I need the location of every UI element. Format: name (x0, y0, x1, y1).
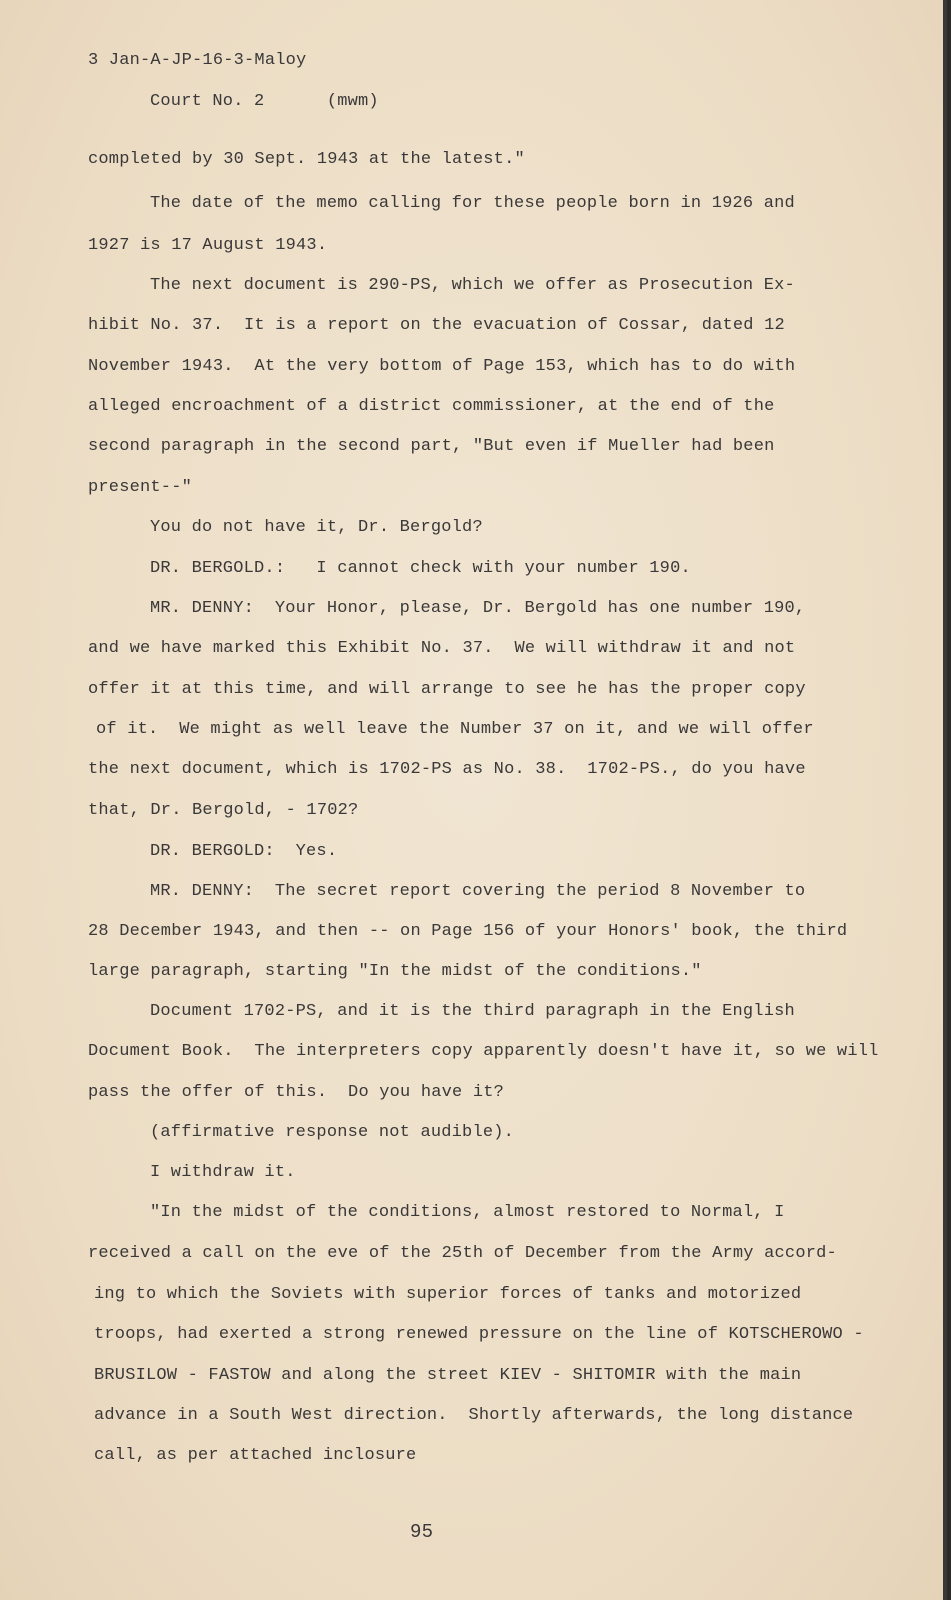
text-line: alleged encroachment of a district commissioner, at the end of the (88, 397, 775, 416)
text-line: of it. We might as well leave the Number 37 on it, and we will offer (96, 720, 814, 739)
text-line: troops, had exerted a strong renewed pressure on the line of KOTSCHEROWO - (94, 1325, 864, 1344)
text-line: I withdraw it. (150, 1163, 296, 1182)
text-line: the next document, which is 1702-PS as No. 38. 1702-PS., do you have (88, 760, 806, 779)
text-line: call, as per attached inclosure (94, 1446, 417, 1465)
text-line: 1927 is 17 August 1943. (88, 236, 328, 255)
text-line: ing to which the Soviets with superior forces of tanks and motorized (94, 1285, 802, 1304)
text-line: Document Book. The interpreters copy apparently doesn't have it, so we will (88, 1042, 879, 1061)
header-ref: 3 Jan-A-JP-16-3-Maloy (88, 51, 307, 70)
text-line: second paragraph in the second part, "But even if Mueller had been (88, 437, 775, 456)
header-court: Court No. 2 (mwm) (150, 92, 379, 111)
page-number: 95 (410, 1521, 434, 1543)
text-line: (affirmative response not audible). (150, 1123, 515, 1142)
text-line: completed by 30 Sept. 1943 at the latest." (88, 150, 525, 169)
text-line: 28 December 1943, and then -- on Page 156 of your Honors' book, the third (88, 922, 848, 941)
text-line: pass the offer of this. Do you have it? (88, 1083, 505, 1102)
text-line: hibit No. 37. It is a report on the evacuation of Cossar, dated 12 (88, 316, 785, 335)
text-line: The date of the memo calling for these people born in 1926 and (150, 194, 795, 213)
text-line: MR. DENNY: The secret report covering the period 8 November to (150, 882, 806, 901)
text-line: large paragraph, starting "In the midst of the conditions." (88, 962, 702, 981)
text-line: MR. DENNY: Your Honor, please, Dr. Bergold has one number 190, (150, 599, 806, 618)
text-line: Document 1702-PS, and it is the third paragraph in the English (150, 1002, 795, 1021)
text-line: received a call on the eve of the 25th of December from the Army accord- (88, 1244, 837, 1263)
text-line: and we have marked this Exhibit No. 37. We will withdraw it and not (88, 639, 796, 658)
text-line: DR. BERGOLD: Yes. (150, 842, 338, 861)
text-line: DR. BERGOLD.: I cannot check with your number 190. (150, 559, 691, 578)
text-line: "In the midst of the conditions, almost restored to Normal, I (150, 1203, 785, 1222)
text-line: offer it at this time, and will arrange to see he has the proper copy (88, 680, 806, 699)
text-line: that, Dr. Bergold, - 1702? (88, 801, 359, 820)
text-line: present--" (88, 478, 193, 497)
text-line: The next document is 290-PS, which we offer as Prosecution Ex- (150, 276, 795, 295)
text-line: November 1943. At the very bottom of Page 153, which has to do with (88, 357, 796, 376)
text-line: advance in a South West direction. Shortly afterwards, the long distance (94, 1406, 854, 1425)
text-line: You do not have it, Dr. Bergold? (150, 518, 483, 537)
text-line: BRUSILOW - FASTOW and along the street KIEV - SHITOMIR with the main (94, 1366, 802, 1385)
